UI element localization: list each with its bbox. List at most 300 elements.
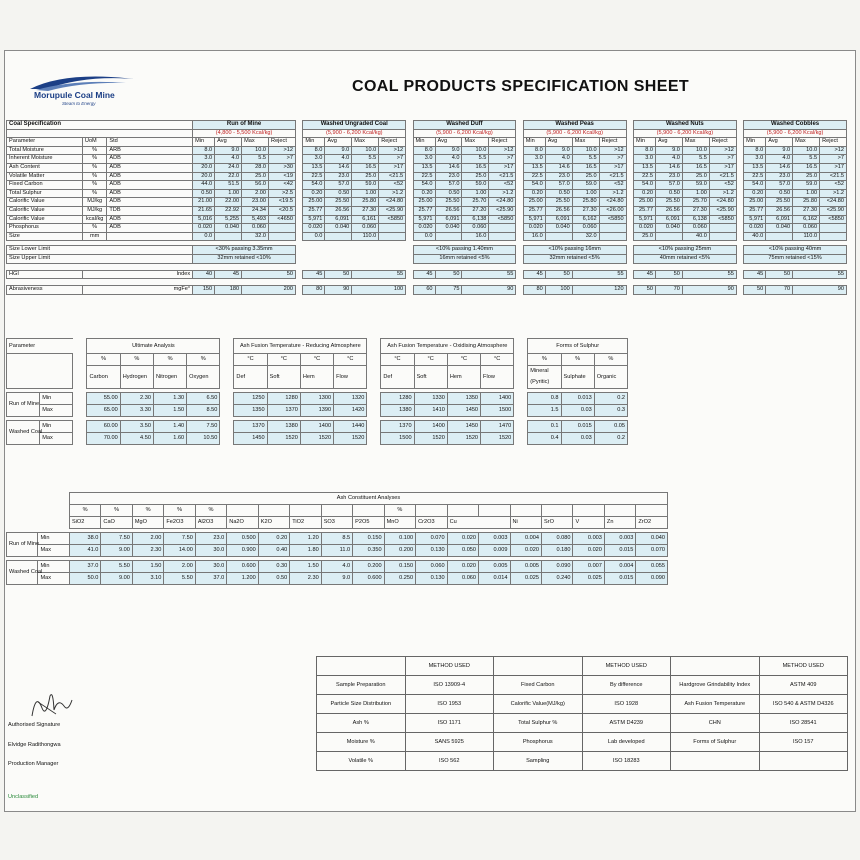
value: 5.50 xyxy=(164,573,195,585)
spec-row xyxy=(7,189,855,198)
gap xyxy=(516,232,523,241)
gap xyxy=(736,181,743,190)
method-parameter: Fixed Carbon xyxy=(494,676,583,695)
sub-header: Min xyxy=(303,138,325,147)
value: 80 xyxy=(303,286,325,295)
gap xyxy=(295,129,302,138)
spec-value: 13.5 xyxy=(413,163,435,172)
value: 41.0 xyxy=(69,545,100,557)
product-range-row xyxy=(7,129,855,138)
parameter-name: Total Moisture xyxy=(7,146,83,155)
column-header: Zn xyxy=(604,517,635,529)
parameter-name: Volatile Matter xyxy=(7,172,83,181)
spec-value: 0.060 xyxy=(352,224,379,233)
gap xyxy=(847,181,855,190)
spec-value: >7 xyxy=(379,155,406,164)
spec-value: 9.0 xyxy=(435,146,462,155)
gap xyxy=(736,163,743,172)
spec-value: <21.5 xyxy=(379,172,406,181)
fusion-reducing-title: Ash Fusion Temperature - Reducing Atmosphere xyxy=(234,339,367,354)
value: 0.040 xyxy=(636,533,668,545)
column-header: V xyxy=(573,517,604,529)
spec-value: 8.0 xyxy=(633,146,655,155)
spec-value: 40.0 xyxy=(682,232,709,241)
method-parameter: Calorific Value(MJ/kg) xyxy=(494,695,583,714)
spec-value: 54.0 xyxy=(303,181,325,190)
spec-value: 27.30 xyxy=(793,206,820,215)
gap xyxy=(736,138,743,147)
product-name-row xyxy=(7,121,855,130)
gap xyxy=(516,129,523,138)
unit-cell xyxy=(416,505,447,517)
gap xyxy=(514,433,528,445)
spec-value: 3.0 xyxy=(523,155,545,164)
spec-value: 0.060 xyxy=(793,224,820,233)
gap xyxy=(736,155,743,164)
column-header: Na2O xyxy=(227,517,258,529)
parameter-unit: kcal/kg xyxy=(82,215,106,224)
value: 1280 xyxy=(381,393,414,405)
spec-value: <21.5 xyxy=(599,172,626,181)
gap xyxy=(847,198,855,207)
spec-value: 6,138 xyxy=(682,215,709,224)
row-key: Min xyxy=(40,421,73,433)
gap xyxy=(406,254,413,263)
sub-header: Max xyxy=(572,138,599,147)
value: 70 xyxy=(655,286,682,295)
value: 10.50 xyxy=(187,433,220,445)
blank xyxy=(317,657,406,676)
spec-value xyxy=(766,232,793,241)
ultimate-title: Ultimate Analysis xyxy=(87,339,220,354)
unit-cell: % xyxy=(87,354,120,366)
value: 3.30 xyxy=(120,405,153,417)
value: 1500 xyxy=(481,405,514,417)
gap xyxy=(295,163,302,172)
ash-title: Ash Constituent Analyses xyxy=(69,493,667,505)
spec-value: 4.0 xyxy=(435,155,462,164)
spec-value: 0.0 xyxy=(413,232,435,241)
parameter-std: ADB xyxy=(107,189,193,198)
gap xyxy=(847,155,855,164)
spec-value: 25.0 xyxy=(682,172,709,181)
spec-value: <24.80 xyxy=(709,198,736,207)
spec-value: <52 xyxy=(379,181,406,190)
sub-header: Max xyxy=(242,138,269,147)
gap xyxy=(736,206,743,215)
gap xyxy=(406,121,413,130)
sub-header: Reject xyxy=(379,138,406,147)
value: 50 xyxy=(633,286,655,295)
spec-value: 10.0 xyxy=(682,146,709,155)
spec-value: 3.0 xyxy=(413,155,435,164)
parameter-std: ADB xyxy=(107,181,193,190)
spec-value: >1.2 xyxy=(820,189,847,198)
gap xyxy=(220,366,234,389)
spec-value: 25.77 xyxy=(303,206,325,215)
column-header-row xyxy=(7,138,855,147)
sub-header: Min xyxy=(193,138,215,147)
spec-value: 57.0 xyxy=(435,181,462,190)
spec-row xyxy=(7,181,855,190)
product-range: (5,900 - 6,200 Kcal/kg) xyxy=(523,129,626,138)
spec-value: 27.30 xyxy=(352,206,379,215)
value: 45 xyxy=(413,270,435,279)
spec-row xyxy=(7,232,855,241)
blank xyxy=(7,366,73,389)
spec-value: 9.0 xyxy=(215,146,242,155)
gap xyxy=(626,254,633,263)
company-name: Morupule Coal Mine xyxy=(34,90,115,100)
value: 1350 xyxy=(234,405,267,417)
spec-row xyxy=(7,172,855,181)
value: 150 xyxy=(193,286,215,295)
product-name: Washed Cobbles xyxy=(744,121,847,130)
parameter-std: ADB xyxy=(107,155,193,164)
spec-value: 22.5 xyxy=(303,172,325,181)
value: 0.03 xyxy=(561,405,594,417)
gap xyxy=(736,198,743,207)
value: 55 xyxy=(682,270,736,279)
value: 0.40 xyxy=(258,545,289,557)
unit-cell: % xyxy=(187,354,220,366)
spec-value: 9.0 xyxy=(655,146,682,155)
value: 11.0 xyxy=(321,545,352,557)
spec-value: 0.020 xyxy=(744,224,766,233)
gap xyxy=(295,286,302,295)
spec-value: >12 xyxy=(820,146,847,155)
gap xyxy=(514,393,528,405)
ultimate-analysis-table xyxy=(6,338,628,445)
unit-cell: °C xyxy=(447,354,480,366)
value: 200 xyxy=(242,286,296,295)
gap xyxy=(406,286,413,295)
value: 0.015 xyxy=(604,573,635,585)
sulphur-forms-title: Forms of Sulphur xyxy=(528,339,628,354)
value: 55 xyxy=(352,270,406,279)
spec-value: 0.040 xyxy=(215,224,242,233)
gap xyxy=(514,421,528,433)
spec-value: 0.020 xyxy=(633,224,655,233)
spacer-row xyxy=(7,279,855,286)
spec-value: >12 xyxy=(379,146,406,155)
unit-cell xyxy=(510,505,541,517)
value: 0.060 xyxy=(447,573,478,585)
column-header: Carbon xyxy=(87,366,120,389)
value: 0.150 xyxy=(384,561,415,573)
unit-cell: % xyxy=(164,505,195,517)
column-header: CaO xyxy=(101,517,132,529)
product-range: (5,900 - 6,200 Kcal/kg) xyxy=(413,129,516,138)
spec-value: 54.0 xyxy=(523,181,545,190)
spec-value: 0.20 xyxy=(744,189,766,198)
spec-value: 10.0 xyxy=(242,146,269,155)
spec-value: 25.00 xyxy=(633,198,655,207)
column-header: MgO xyxy=(132,517,163,529)
spec-value: <25.90 xyxy=(709,206,736,215)
authorised-signature-label: Authorised Signature xyxy=(8,722,61,728)
value: 1.200 xyxy=(227,573,258,585)
value: 0.013 xyxy=(561,393,594,405)
gap xyxy=(295,198,302,207)
gap xyxy=(295,206,302,215)
parameter-name: Calorific Value xyxy=(7,198,83,207)
blank xyxy=(7,129,193,138)
spec-value: >12 xyxy=(489,146,516,155)
row-key: Max xyxy=(40,433,73,445)
sub-header: Max xyxy=(682,138,709,147)
gap xyxy=(626,155,633,164)
value: 1380 xyxy=(381,405,414,417)
value: 0.130 xyxy=(416,545,447,557)
gap xyxy=(626,215,633,224)
spec-value: <24.80 xyxy=(489,198,516,207)
sub-header: Min xyxy=(744,138,766,147)
value: 1520 xyxy=(300,433,333,445)
gap xyxy=(626,189,633,198)
unit-cell xyxy=(573,505,604,517)
spec-value: 0.50 xyxy=(766,189,793,198)
gap xyxy=(514,366,528,389)
value: 120 xyxy=(572,286,626,295)
spec-value: 26.56 xyxy=(766,206,793,215)
gap xyxy=(220,339,234,354)
gap xyxy=(295,172,302,181)
value: 37.0 xyxy=(69,561,100,573)
spec-value: 26.56 xyxy=(435,206,462,215)
value: 0.015 xyxy=(604,545,635,557)
value: 50 xyxy=(325,270,352,279)
spec-value: 8.0 xyxy=(744,146,766,155)
parameter-unit: mm xyxy=(82,232,106,241)
spec-value: 23.0 xyxy=(766,172,793,181)
classification-label: Unclassified xyxy=(8,794,39,800)
blank xyxy=(7,354,73,366)
value: 1450 xyxy=(447,421,480,433)
parameter-unit: MJ/kg xyxy=(82,198,106,207)
methods-header-row xyxy=(317,657,848,676)
row-unit: Index xyxy=(82,270,192,279)
spec-value: <24.80 xyxy=(599,198,626,207)
method-used-header: METHOD USED xyxy=(405,657,494,676)
spec-value: >7 xyxy=(820,155,847,164)
spec-value xyxy=(709,224,736,233)
column-header: SrO xyxy=(541,517,572,529)
parameter-std: ADB xyxy=(107,198,193,207)
parameter-unit: % xyxy=(82,224,106,233)
gap xyxy=(295,232,302,241)
spec-value: 25.70 xyxy=(682,198,709,207)
gap xyxy=(295,121,302,130)
size-limit-value: 16mm retained <5% xyxy=(413,254,516,263)
signatory-name: Elvidge Radithongwa xyxy=(8,742,61,748)
spec-row xyxy=(7,206,855,215)
spec-value: 54.0 xyxy=(744,181,766,190)
spec-value: 20.0 xyxy=(193,172,215,181)
value: 1350 xyxy=(447,393,480,405)
spec-value: 57.0 xyxy=(545,181,572,190)
gap xyxy=(736,121,743,130)
ash-unit-row xyxy=(7,505,668,517)
value: 75 xyxy=(435,286,462,295)
gap xyxy=(516,138,523,147)
row-key: Max xyxy=(40,405,73,417)
spec-value: <24.80 xyxy=(820,198,847,207)
spec-value: 26.56 xyxy=(655,206,682,215)
gap xyxy=(220,421,234,433)
gap xyxy=(406,224,413,233)
gap xyxy=(847,270,855,279)
column-header: ZrO2 xyxy=(636,517,668,529)
value: 0.020 xyxy=(510,545,541,557)
gap xyxy=(516,215,523,224)
gap xyxy=(736,232,743,241)
spec-value: 5,971 xyxy=(303,215,325,224)
gap xyxy=(406,189,413,198)
value: 1330 xyxy=(414,393,447,405)
value: 0.070 xyxy=(636,545,668,557)
spec-value: 25.50 xyxy=(435,198,462,207)
spec-value: 25.77 xyxy=(633,206,655,215)
value: 0.060 xyxy=(416,561,447,573)
value: 1400 xyxy=(481,393,514,405)
spec-value: 0.060 xyxy=(572,224,599,233)
value: 90 xyxy=(462,286,516,295)
fusion-oxidising-title: Ash Fusion Temperature - Oxidising Atmosphere xyxy=(381,339,514,354)
spec-value: 5.5 xyxy=(572,155,599,164)
gap xyxy=(73,393,87,405)
spec-value: 16.5 xyxy=(572,163,599,172)
value: 1380 xyxy=(267,421,300,433)
spacer xyxy=(7,263,855,270)
gap xyxy=(736,172,743,181)
method-standard xyxy=(759,752,848,771)
spec-value: 5,255 xyxy=(215,215,242,224)
value: 3.10 xyxy=(132,573,163,585)
parameter-name: Calorific Value xyxy=(7,215,83,224)
value: 5.50 xyxy=(101,561,132,573)
gap xyxy=(514,405,528,417)
value: 180 xyxy=(215,286,242,295)
gap xyxy=(626,198,633,207)
gap xyxy=(626,224,633,233)
spec-value: 3.0 xyxy=(744,155,766,164)
value: 50.0 xyxy=(69,573,100,585)
size-limit-value: <30% passing 3.35mm xyxy=(193,246,296,255)
row-label: HGI xyxy=(7,270,83,279)
value: 9.0 xyxy=(321,573,352,585)
parameter-label: Parameter xyxy=(7,339,73,354)
sub-header: Max xyxy=(352,138,379,147)
gap xyxy=(73,354,87,366)
gap xyxy=(367,405,381,417)
gap xyxy=(73,433,87,445)
spec-value: 25.80 xyxy=(793,198,820,207)
spec-value: 13.5 xyxy=(633,163,655,172)
spec-value: >7 xyxy=(599,155,626,164)
value: 6.50 xyxy=(187,393,220,405)
method-parameter: Moisture % xyxy=(317,733,406,752)
spec-value: 110.0 xyxy=(793,232,820,241)
value: 0.025 xyxy=(510,573,541,585)
spec-value: 21.65 xyxy=(193,206,215,215)
spec-value: 1.00 xyxy=(352,189,379,198)
spec-value: >17 xyxy=(709,163,736,172)
gap xyxy=(295,189,302,198)
unit-cell xyxy=(447,505,478,517)
ash-colhdr-row xyxy=(7,517,668,529)
spec-value: 26.56 xyxy=(325,206,352,215)
spec-value: <5850 xyxy=(599,215,626,224)
spec-row xyxy=(7,215,855,224)
value: 0.900 xyxy=(227,545,258,557)
value: 0.070 xyxy=(416,533,447,545)
product-name: Washed Nuts xyxy=(633,121,736,130)
gap xyxy=(295,155,302,164)
method-parameter: Ash Fusion Temperature xyxy=(671,695,760,714)
gap xyxy=(295,146,302,155)
spec-value: 13.5 xyxy=(744,163,766,172)
value: 0.130 xyxy=(416,573,447,585)
gap xyxy=(736,189,743,198)
parameter-unit: % xyxy=(82,189,106,198)
gap xyxy=(626,246,633,255)
spec-value: 40.0 xyxy=(744,232,766,241)
spec-value: 8.0 xyxy=(303,146,325,155)
method-parameter xyxy=(671,752,760,771)
gap xyxy=(626,172,633,181)
method-used-header: METHOD USED xyxy=(759,657,848,676)
gap xyxy=(220,393,234,405)
method-standard: ISO 1171 xyxy=(405,714,494,733)
row-key: Max xyxy=(38,573,69,585)
spec-value: 22.00 xyxy=(215,198,242,207)
unit-cell: °C xyxy=(414,354,447,366)
column-header: Ni xyxy=(510,517,541,529)
spec-value: <42 xyxy=(269,181,296,190)
value: 100 xyxy=(545,286,572,295)
spec-value: 0.020 xyxy=(303,224,325,233)
spec-table xyxy=(6,120,854,295)
spec-value: 22.5 xyxy=(413,172,435,181)
value: 100 xyxy=(352,286,406,295)
value: 0.20 xyxy=(258,533,289,545)
value: 0.2 xyxy=(594,433,627,445)
value: 0.180 xyxy=(541,545,572,557)
value: 1450 xyxy=(447,405,480,417)
company-logo xyxy=(26,73,146,113)
column-header: Def xyxy=(381,366,414,389)
method-used-header: METHOD USED xyxy=(582,657,671,676)
spec-value: 16.5 xyxy=(462,163,489,172)
unit-cell: % xyxy=(153,354,186,366)
value: 0.350 xyxy=(353,545,384,557)
gap xyxy=(367,366,381,389)
spec-value: <25.90 xyxy=(489,206,516,215)
value: 1.40 xyxy=(153,421,186,433)
value: 0.005 xyxy=(479,561,510,573)
gap xyxy=(514,339,528,354)
product-range: (5,900 - 6,200 Kcal/kg) xyxy=(303,129,406,138)
spec-value xyxy=(655,232,682,241)
spec-value: 57.0 xyxy=(655,181,682,190)
method-standard: ISO 1953 xyxy=(405,695,494,714)
value: 0.055 xyxy=(636,561,668,573)
sub-header: Reject xyxy=(820,138,847,147)
spec-value: 16.5 xyxy=(793,163,820,172)
spec-value: 0.040 xyxy=(655,224,682,233)
value: 1.60 xyxy=(153,433,186,445)
